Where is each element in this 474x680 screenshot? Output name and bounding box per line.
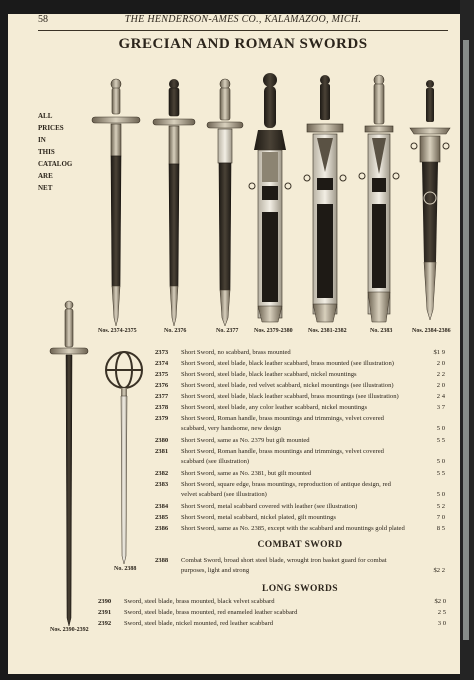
list-item: 2373 Short Sword, no scabbard, brass mounted $1 9 [155, 349, 445, 356]
list-item: 2382 Short Sword, same as No. 2381, but gilt mounted 5 5 [155, 470, 445, 477]
combat-sword-heading: COMBAT SWORD [257, 540, 343, 550]
prices-note-line: IN [38, 136, 46, 144]
prices-note-line: CATALOG [38, 160, 73, 168]
caption: Nos. 2384-2386 [412, 328, 451, 334]
page-number: 58 [38, 14, 48, 25]
list-item: 2381 Short Sword, Roman handle, brass mountings and trimmings, velvet covered scabbard (see illustration) 5 0 [155, 448, 445, 465]
sword-2377 [207, 79, 243, 326]
list-item: 2391 Sword, steel blade, brass mounted, red enameled leather scabbard 2 5 [98, 609, 446, 616]
list-item: 2380 Short Sword, same as No. 2379 but gilt mounted 5 5 [155, 437, 445, 444]
prices-note-line: NET [38, 184, 53, 192]
long-swords-heading: LONG SWORDS [262, 584, 338, 594]
caption: Nos. 2379-2380 [254, 328, 293, 334]
caption: Nos. 2381-2382 [308, 328, 347, 334]
sword-2383 [359, 75, 399, 322]
list-item: 2390 Sword, steel blade, brass mounted, black velvet scabbard $2 0 [98, 598, 446, 605]
sword-2379 [249, 73, 291, 322]
list-item: 2374 Short Sword, steel blade, black leather scabbard, brass mounted (see illustration) 2 0 [155, 360, 445, 367]
list-item: 2377 Short Sword, steel blade, black leather scabbard, brass mountings (see illustration) 2 4 [155, 393, 445, 400]
page-title: GRECIAN AND ROMAN SWORDS [118, 36, 368, 52]
list-item: 2385 Short Sword, metal scabbard, nickel plated, gilt mountings 7 0 [155, 514, 445, 521]
prices-note-line: ALL [38, 112, 53, 120]
caption: Nos. 2390-2392 [50, 627, 89, 633]
caption: No. 2377 [216, 328, 239, 334]
sword-2390 [50, 301, 88, 626]
caption: No. 2388 [114, 566, 137, 572]
prices-note-line: THIS [38, 148, 55, 156]
list-item: 2392 Sword, steel blade, nickel mounted, red leather scabbard 3 0 [98, 620, 446, 627]
list-item: 2386 Short Sword, same as No. 2385, except with the scabbard and mountings gold plated 8 5 [155, 525, 445, 532]
list-item: 2383 Short Sword, square edge, brass mountings, reproduction of antique design, red velvet scabbard (see illustration) 5 0 [155, 481, 445, 498]
list-item: 2378 Short Sword, steel blade, any color leather scabbard, nickel mountings 3 7 [155, 404, 445, 411]
list-item: 2379 Short Sword, Roman handle, brass mountings and trimmings, velvet covered scabbard, very handsome, new design 5 0 [155, 415, 445, 432]
list-item: 2376 Short Sword, steel blade, red velvet scabbard, nickel mountings (see illustration) 2 0 [155, 382, 445, 389]
caption: Nos. 2374-2375 [98, 328, 137, 334]
company-header: THE HENDERSON-AMES CO., KALAMAZOO, MICH. [124, 14, 362, 25]
prices-note-line: PRICES [38, 124, 64, 132]
sword-2376 [153, 79, 195, 326]
prices-note-line: ARE [38, 172, 53, 180]
sword-2384 [410, 80, 450, 320]
caption: No. 2376 [164, 328, 187, 334]
sword-2374 [92, 79, 140, 326]
sword-2388 [106, 352, 142, 564]
caption: No. 2383 [370, 328, 393, 334]
list-item: 2388 Combat Sword, broad short steel blade, wrought iron basket guard for combat purposes, light and strong $2 2 [155, 557, 445, 574]
list-item: 2384 Short Sword, metal scabbard covered with leather (see illustration) 5 2 [155, 503, 445, 510]
sword-2381 [304, 75, 346, 322]
list-item: 2375 Short Sword, steel blade, black leather scabbard, nickel mountings 2 2 [155, 371, 445, 378]
